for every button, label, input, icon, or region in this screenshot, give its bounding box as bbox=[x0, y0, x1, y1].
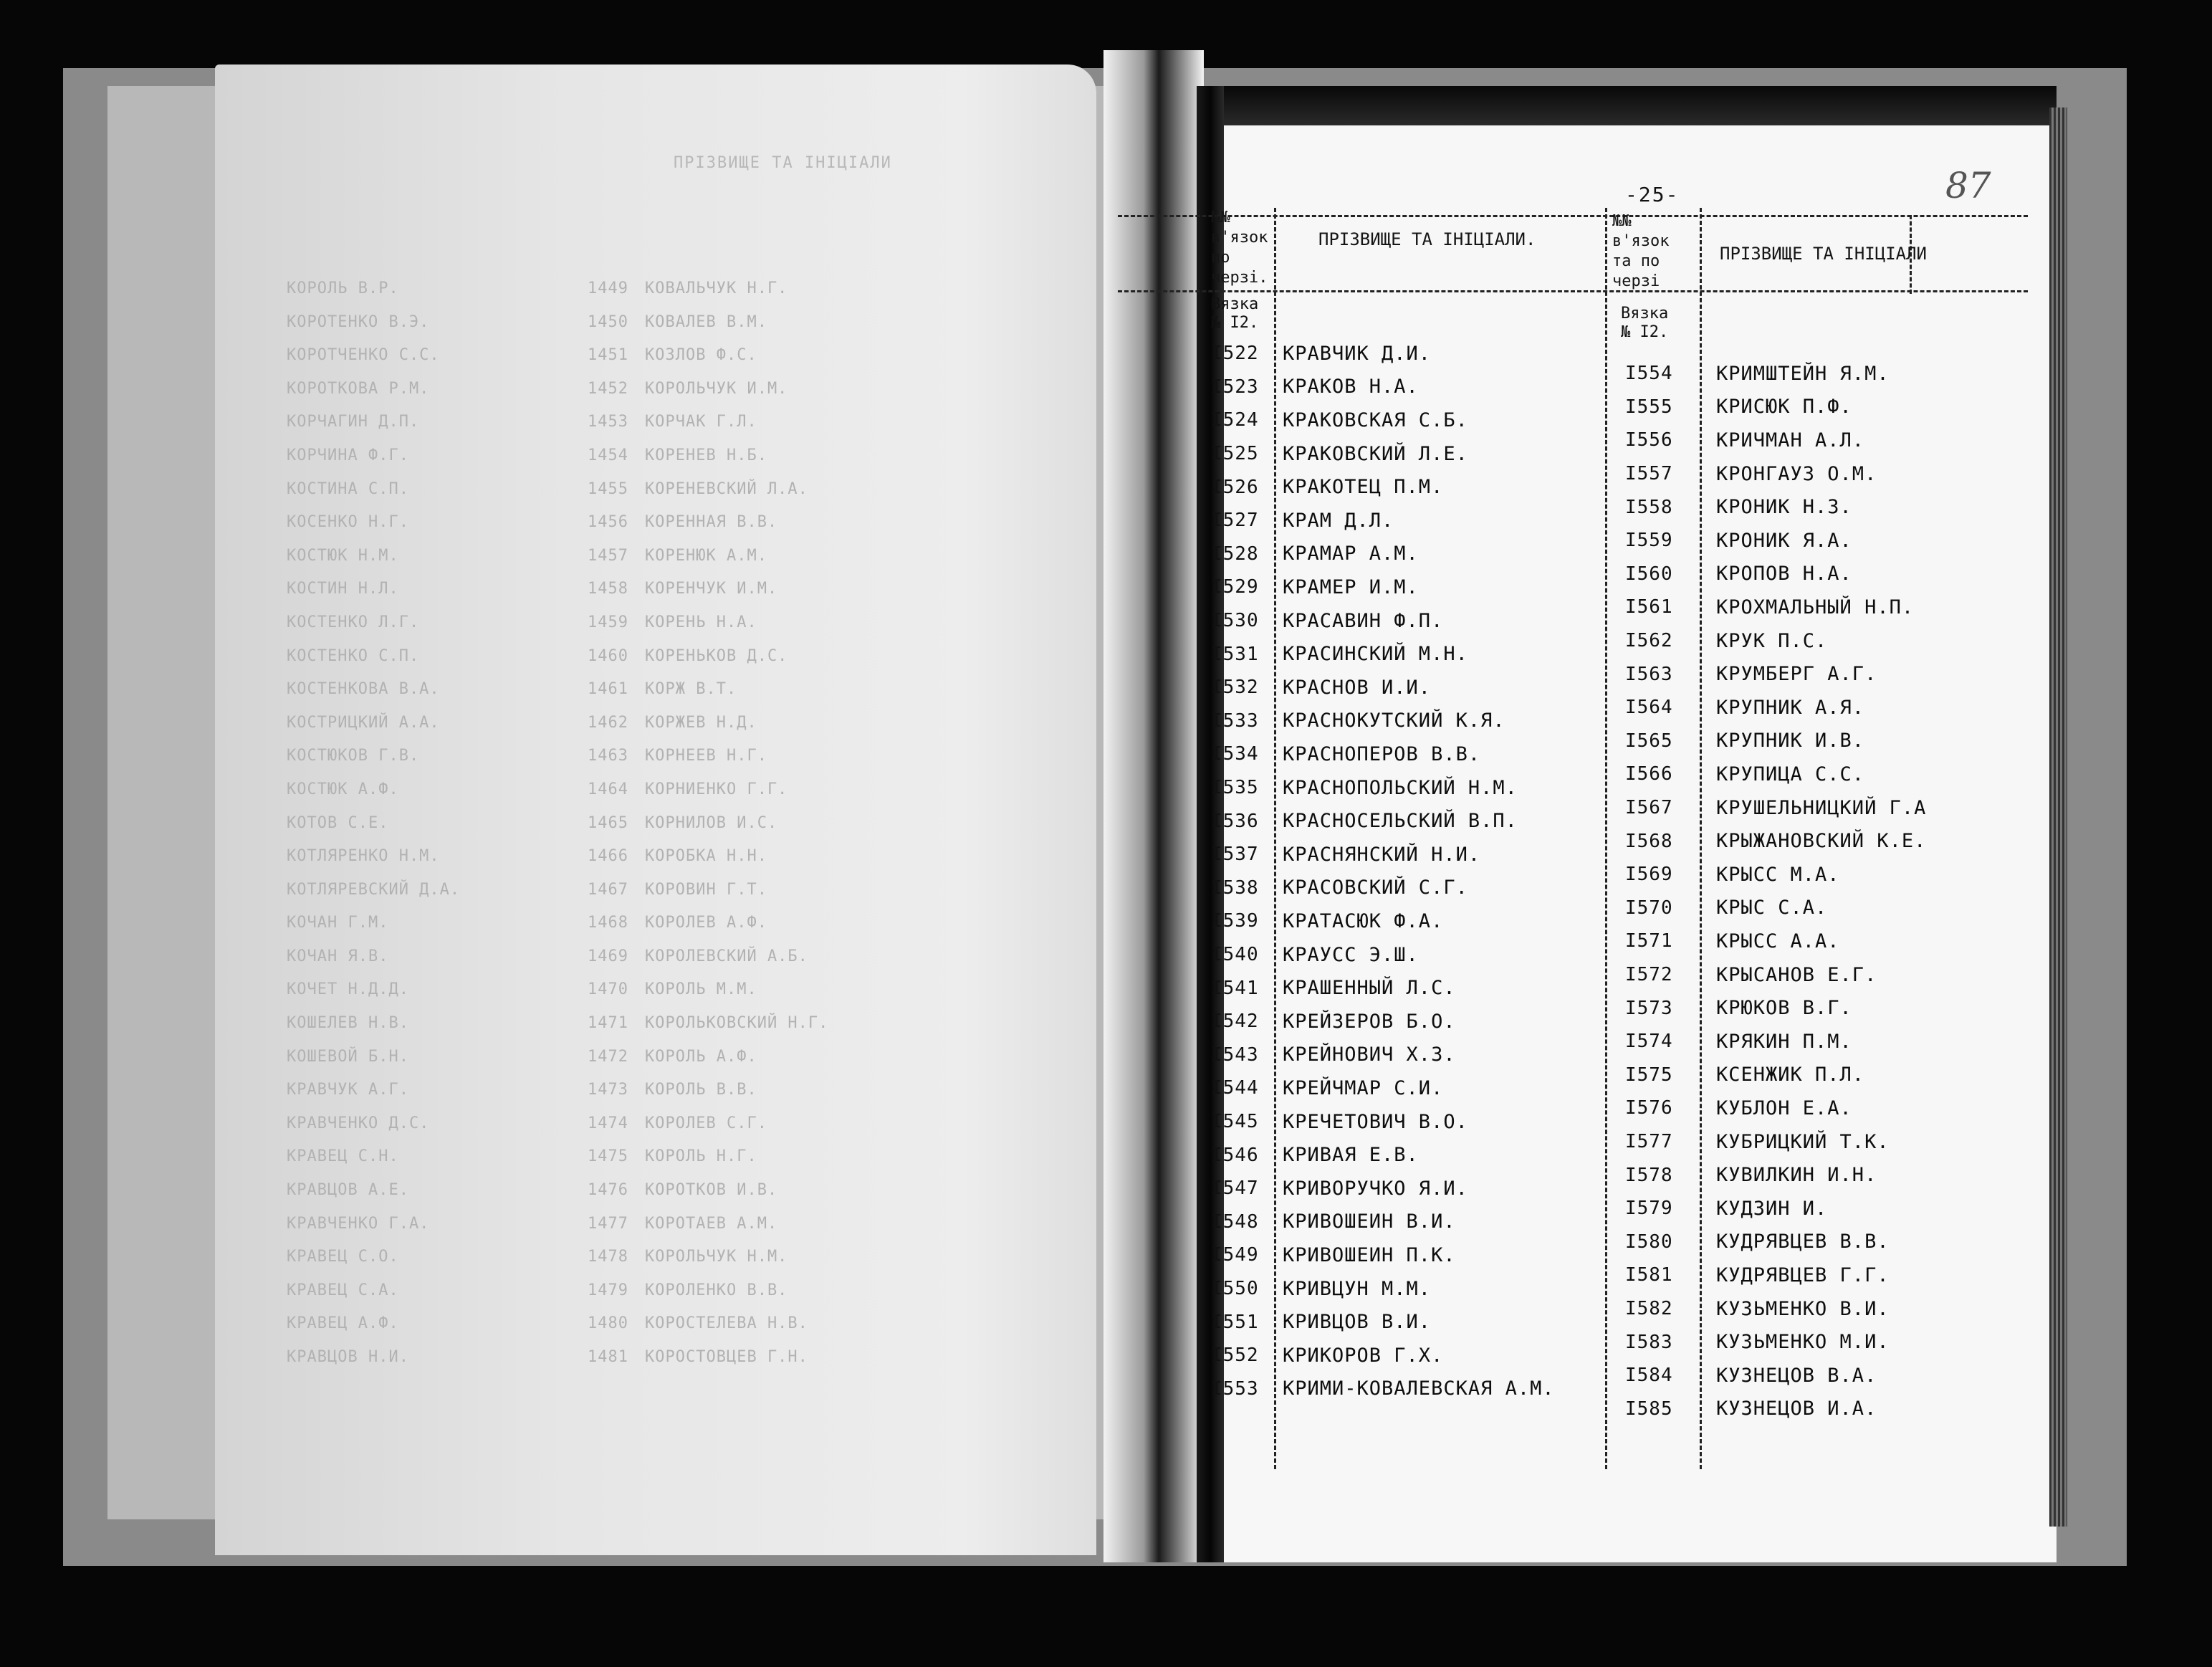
entry-number: I527 bbox=[1211, 510, 1259, 532]
ghost-cell: КОРОТКОВА Р.М. bbox=[287, 379, 430, 398]
ghost-cell: 1470 bbox=[588, 980, 628, 999]
entry-number: I557 bbox=[1625, 463, 1673, 485]
ghost-row bbox=[287, 1041, 1039, 1074]
entry-number: I526 bbox=[1211, 476, 1259, 498]
ghost-cell: КОВАЛЬЧУК Н.Г. bbox=[645, 280, 788, 297]
entry-name: КРАСНОКУТСКИЙ К.Я. bbox=[1283, 710, 1505, 732]
entry-name: КРЫС С.А. bbox=[1716, 897, 1828, 920]
entry-number: I570 bbox=[1625, 897, 1673, 919]
ghost-cell: КОРОЛЬ М.М. bbox=[645, 980, 757, 999]
ghost-cell: КОРЕНЬ Н.А. bbox=[645, 613, 757, 631]
ghost-cell: 1464 bbox=[588, 780, 628, 798]
entry-number: I576 bbox=[1625, 1097, 1673, 1119]
entry-name: КРАКОВ Н.А. bbox=[1283, 376, 1419, 398]
ghost-cell: КОСТИН Н.Л. bbox=[287, 580, 399, 598]
entry-name: КРАСНОПЕРОВ В.В. bbox=[1283, 742, 1481, 765]
entry-number: I564 bbox=[1625, 697, 1673, 719]
ghost-cell: КОСТЮКОВ Г.В. bbox=[287, 747, 420, 765]
ghost-row bbox=[287, 1174, 1039, 1208]
ghost-cell: 1469 bbox=[588, 947, 628, 965]
ghost-cell: КОРОЛЬКОВСКИЙ Н.Г. bbox=[645, 1014, 829, 1033]
ghost-cell: КОРЕНЮК А.М. bbox=[645, 546, 767, 565]
ghost-cell: 1466 bbox=[588, 847, 628, 866]
entry-number: I580 bbox=[1625, 1231, 1673, 1253]
entry-number: I531 bbox=[1211, 643, 1259, 665]
ghost-row bbox=[287, 339, 1039, 373]
entry-name: КУДРЯВЦЕВ В.В. bbox=[1716, 1231, 1890, 1253]
entry-name: КРУПНИК А.Я. bbox=[1716, 696, 1865, 719]
entry-number: I542 bbox=[1211, 1011, 1259, 1033]
ghost-cell: 1455 bbox=[588, 479, 628, 498]
volume-label-right: Вязка № I2. bbox=[1621, 305, 1669, 341]
ghost-cell: КОРНИЕНКО Г.Г. bbox=[645, 780, 788, 798]
entry-name: КРАКОТЕЦ П.М. bbox=[1283, 476, 1444, 499]
entry-name: КРАВЧИК Д.И. bbox=[1283, 342, 1432, 365]
entry-number: I529 bbox=[1211, 576, 1259, 598]
entry-number: I551 bbox=[1211, 1311, 1259, 1333]
left-number-col-header: №№ в'язок по черзі. bbox=[1211, 209, 1268, 287]
entry-name: КРАСИНСКИЙ М.Н. bbox=[1283, 643, 1468, 666]
entry-number: I534 bbox=[1211, 743, 1259, 765]
entry-number: I535 bbox=[1211, 777, 1259, 799]
entry-number: I563 bbox=[1625, 663, 1673, 685]
ghost-row bbox=[287, 1241, 1039, 1274]
ghost-cell: КОРОЛЕВ С.Г. bbox=[645, 1114, 767, 1132]
ghost-cell: КРАВЧЕНКО Д.С. bbox=[287, 1114, 430, 1132]
entry-number: I582 bbox=[1625, 1298, 1673, 1320]
ghost-row bbox=[287, 1107, 1039, 1141]
ghost-row bbox=[287, 1341, 1039, 1375]
entry-name: КРАТАСЮК Ф.А. bbox=[1283, 909, 1444, 932]
ghost-cell: КОРОТАЕВ А.М. bbox=[645, 1214, 778, 1233]
entry-number: I567 bbox=[1625, 797, 1673, 819]
ghost-row bbox=[287, 439, 1039, 473]
entry-number: I572 bbox=[1625, 964, 1673, 986]
entry-number: I562 bbox=[1625, 630, 1673, 652]
entry-number: I547 bbox=[1211, 1178, 1259, 1200]
entry-name: КРАСНЯНСКИЙ Н.И. bbox=[1283, 843, 1481, 866]
ghost-cell: 1472 bbox=[588, 1047, 628, 1066]
ghost-cell: КОВАЛЕВ В.М. bbox=[645, 312, 767, 331]
ghost-cell: КРАВЕЦ А.Ф. bbox=[287, 1314, 399, 1333]
entry-number: I539 bbox=[1211, 910, 1259, 932]
corner-handwritten-mark: 87 bbox=[1945, 165, 1991, 206]
entry-number: I559 bbox=[1625, 530, 1673, 552]
entry-number: I546 bbox=[1211, 1144, 1259, 1166]
ghost-cell: 1454 bbox=[588, 446, 628, 464]
ghost-cell: КОРЕНЕВСКИЙ Л.А. bbox=[645, 479, 808, 498]
ghost-cell: КОСТИНА С.П. bbox=[287, 479, 409, 498]
entry-name: КРОНИК Н.З. bbox=[1716, 496, 1852, 519]
entry-number: I573 bbox=[1625, 997, 1673, 1019]
ghost-row bbox=[287, 1074, 1039, 1107]
ghost-cell: 1467 bbox=[588, 880, 628, 899]
ghost-cell: КОРОЛЕВСКИЙ А.Б. bbox=[645, 947, 808, 965]
entry-number: I528 bbox=[1211, 543, 1259, 565]
ghost-cell: КОРОТЕНКО В.Э. bbox=[287, 312, 430, 331]
entry-number: I536 bbox=[1211, 810, 1259, 832]
entry-name: КРАМАР А.М. bbox=[1283, 543, 1419, 565]
ghost-row bbox=[287, 540, 1039, 573]
ghost-cell: 1462 bbox=[588, 713, 628, 732]
entry-number: I548 bbox=[1211, 1210, 1259, 1233]
entry-name: КУЗНЕЦОВ В.А. bbox=[1716, 1364, 1877, 1387]
entry-name: КУДЗИН И. bbox=[1716, 1197, 1828, 1220]
ghost-cell: 1465 bbox=[588, 813, 628, 832]
entry-name: КРЕЙНОВИЧ Х.З. bbox=[1283, 1043, 1456, 1066]
ghost-cell: 1451 bbox=[588, 346, 628, 365]
ghost-cell: КОРНИЛОВ И.С. bbox=[645, 813, 778, 832]
ghost-row bbox=[287, 473, 1039, 507]
ghost-row bbox=[287, 1007, 1039, 1041]
entry-number: I577 bbox=[1625, 1131, 1673, 1153]
ghost-row bbox=[287, 606, 1039, 640]
entry-number: I568 bbox=[1625, 830, 1673, 852]
entry-number: I561 bbox=[1625, 596, 1673, 618]
ghost-row bbox=[287, 740, 1039, 773]
entry-name: КРОНИК Я.А. bbox=[1716, 529, 1852, 552]
entry-name: КРУПИЦА С.С. bbox=[1716, 763, 1865, 785]
ghost-cell: КРАВЧУК А.Г. bbox=[287, 1081, 409, 1099]
entry-number: I533 bbox=[1211, 710, 1259, 732]
ghost-cell: 1468 bbox=[588, 914, 628, 932]
entry-name: КРОНГАУЗ О.М. bbox=[1716, 462, 1877, 485]
entry-number: I554 bbox=[1625, 363, 1673, 385]
entry-number: I581 bbox=[1625, 1264, 1673, 1286]
left-page-ghost-list bbox=[287, 272, 1039, 1375]
entry-number: I550 bbox=[1211, 1278, 1259, 1300]
entry-name: КРЫСАНОВ Е.Г. bbox=[1716, 963, 1877, 986]
ghost-row bbox=[287, 940, 1039, 974]
entry-name: КРЫСС А.А. bbox=[1716, 930, 1840, 952]
entry-name: КУДРЯВЦЕВ Г.Г. bbox=[1716, 1264, 1890, 1286]
right-num-divider bbox=[1700, 208, 1702, 1469]
entry-number: I553 bbox=[1211, 1377, 1259, 1400]
entry-number: I530 bbox=[1211, 610, 1259, 632]
entry-name: КРАМЕР И.М. bbox=[1283, 575, 1419, 598]
ghost-row bbox=[287, 640, 1039, 674]
entry-name: КРЫСС М.А. bbox=[1716, 863, 1840, 886]
entry-number: I574 bbox=[1625, 1031, 1673, 1053]
entry-name: КСЕНЖИК П.Л. bbox=[1716, 1064, 1865, 1086]
entry-name: КРИМИ-КОВАЛЕВСКАЯ А.М. bbox=[1283, 1377, 1555, 1400]
page-edges bbox=[2049, 108, 2067, 1527]
ghost-cell: КОРОБКА Н.Н. bbox=[645, 847, 767, 866]
entry-name: КУЗНЕЦОВ И.А. bbox=[1716, 1398, 1877, 1420]
entry-name: КРУШЕЛЬНИЦКИЙ Г.А bbox=[1716, 796, 1927, 819]
ghost-cell: КОРЕННАЯ В.В. bbox=[645, 513, 778, 532]
entry-name: КРИВОРУЧКО Я.И. bbox=[1283, 1177, 1468, 1200]
ghost-cell: КОРЕНЧУК И.М. bbox=[645, 580, 778, 598]
entry-name: КРИВЦОВ В.И. bbox=[1283, 1311, 1432, 1334]
ghost-row bbox=[287, 874, 1039, 907]
entry-number: I556 bbox=[1625, 429, 1673, 452]
entry-number: I585 bbox=[1625, 1398, 1673, 1420]
entry-number: I578 bbox=[1625, 1164, 1673, 1186]
ghost-cell: 1475 bbox=[588, 1147, 628, 1166]
ghost-cell: 1477 bbox=[588, 1214, 628, 1233]
ghost-cell: КОРЖЕВ Н.Д. bbox=[645, 713, 757, 732]
ghost-row bbox=[287, 707, 1039, 740]
entry-name: КРЕЧЕТОВИЧ В.О. bbox=[1283, 1110, 1468, 1133]
ghost-cell: 1481 bbox=[588, 1348, 628, 1366]
ghost-cell: КОРОЛЬ Н.Г. bbox=[645, 1147, 757, 1166]
entry-number: I524 bbox=[1211, 409, 1259, 431]
ghost-row bbox=[287, 907, 1039, 940]
ghost-cell: 1473 bbox=[588, 1081, 628, 1099]
ghost-row bbox=[287, 306, 1039, 340]
ghost-row bbox=[287, 1307, 1039, 1341]
entry-number: I555 bbox=[1625, 396, 1673, 418]
entry-number: I566 bbox=[1625, 763, 1673, 785]
entry-name: КУЗЬМЕНКО М.И. bbox=[1716, 1331, 1890, 1354]
entry-number: I565 bbox=[1625, 730, 1673, 752]
entry-name: КУЗЬМЕНКО В.И. bbox=[1716, 1297, 1890, 1320]
volume-label-left: Вязка № I2. bbox=[1211, 295, 1259, 332]
entry-number: I525 bbox=[1211, 443, 1259, 465]
ghost-cell: 1480 bbox=[588, 1314, 628, 1333]
entry-name: КРАМ Д.Л. bbox=[1283, 509, 1394, 532]
entry-name: КРИСЮК П.Ф. bbox=[1716, 396, 1852, 419]
entry-name: КРЕЙЗЕРОВ Б.О. bbox=[1283, 1010, 1456, 1033]
entry-number: I549 bbox=[1211, 1244, 1259, 1266]
ghost-cell: КОСТЕНКОВА В.А. bbox=[287, 680, 440, 699]
entry-number: I545 bbox=[1211, 1111, 1259, 1133]
ghost-cell: КОРЕНЬКОВ Д.С. bbox=[645, 646, 788, 665]
ghost-cell: КОСТРИЦКИЙ А.А. bbox=[287, 713, 440, 732]
left-num-divider bbox=[1274, 208, 1276, 1469]
entry-name: КРАУСС Э.Ш. bbox=[1283, 943, 1419, 966]
ghost-row bbox=[287, 506, 1039, 540]
ghost-cell: 1450 bbox=[588, 312, 628, 331]
entry-name: КРАСНОПОЛЬСКИЙ Н.М. bbox=[1283, 776, 1518, 799]
ghost-cell: КОРОТЧЕНКО С.С. bbox=[287, 346, 440, 365]
entry-number: I544 bbox=[1211, 1077, 1259, 1099]
entry-number: I583 bbox=[1625, 1331, 1673, 1353]
entry-name: КУБРИЦКИЙ Т.К. bbox=[1716, 1130, 1890, 1153]
entry-number: I523 bbox=[1211, 376, 1259, 398]
top-shadow-strip bbox=[1114, 86, 2057, 125]
entry-number: I538 bbox=[1211, 877, 1259, 899]
ghost-cell: КОРОСТОВЦЕВ Г.Н. bbox=[645, 1348, 808, 1366]
ghost-cell: 1452 bbox=[588, 379, 628, 398]
left-page-header-ghost: ПРІЗВИЩЕ ТА ІНІЦІАЛИ bbox=[674, 154, 892, 172]
ghost-row bbox=[287, 373, 1039, 406]
ghost-cell: КОРЧАК Г.Л. bbox=[645, 413, 757, 431]
ghost-cell: КОСТЮК Н.М. bbox=[287, 546, 399, 565]
ghost-row bbox=[287, 673, 1039, 707]
ghost-cell: КОРОТКОВ И.В. bbox=[645, 1181, 778, 1200]
ghost-cell: КРАВЦОВ А.Е. bbox=[287, 1181, 409, 1200]
entry-name: КРАКОВСКИЙ Л.Е. bbox=[1283, 442, 1468, 465]
ghost-row bbox=[287, 272, 1039, 306]
entry-name: КРЕЙЧМАР С.И. bbox=[1283, 1076, 1444, 1099]
right-number-col-header: №№ в'язок та по черзі bbox=[1612, 212, 1670, 290]
entry-name: КРИЧМАН А.Л. bbox=[1716, 429, 1865, 452]
ghost-cell: КОЧАН Г.М. bbox=[287, 914, 389, 932]
ghost-cell: 1478 bbox=[588, 1248, 628, 1266]
entry-name: КРЫЖАНОВСКИЙ К.Е. bbox=[1716, 830, 1927, 853]
entry-name: КРАСАВИН Ф.П. bbox=[1283, 609, 1444, 632]
ghost-cell: КРАВЕЦ С.О. bbox=[287, 1248, 399, 1266]
entry-name: КРАСНОСЕЛЬСКИЙ В.П. bbox=[1283, 810, 1518, 833]
ghost-cell: КОРОВИН Г.Т. bbox=[645, 880, 767, 899]
ghost-row bbox=[287, 406, 1039, 439]
entry-name: КРОПОВ Н.А. bbox=[1716, 563, 1852, 586]
page-number: -25- bbox=[1625, 183, 1680, 206]
ghost-cell: 1474 bbox=[588, 1114, 628, 1132]
ghost-cell: 1453 bbox=[588, 413, 628, 431]
ghost-cell: 1459 bbox=[588, 613, 628, 631]
ghost-row bbox=[287, 1140, 1039, 1174]
ghost-cell: 1456 bbox=[588, 513, 628, 532]
entry-name: КРИВЦУН М.М. bbox=[1283, 1277, 1432, 1300]
entry-number: I558 bbox=[1625, 496, 1673, 518]
entry-number: I541 bbox=[1211, 977, 1259, 999]
ghost-cell: КОРЧАГИН Д.П. bbox=[287, 413, 420, 431]
ghost-row bbox=[287, 573, 1039, 606]
entry-number: I540 bbox=[1211, 944, 1259, 966]
entry-name: КРИКОРОВ Г.Х. bbox=[1283, 1344, 1444, 1367]
entry-name: КУБЛОН Е.А. bbox=[1716, 1097, 1852, 1119]
ghost-cell: КОСТЕНКО С.П. bbox=[287, 646, 420, 665]
ghost-row bbox=[287, 1274, 1039, 1308]
entry-number: I552 bbox=[1211, 1344, 1259, 1367]
ghost-cell: КОРОЛЬ А.Ф. bbox=[645, 1047, 757, 1066]
ghost-row bbox=[287, 807, 1039, 841]
entry-name: КРУМБЕРГ А.Г. bbox=[1716, 663, 1877, 686]
ghost-cell: КРАВЦОВ Н.И. bbox=[287, 1348, 409, 1366]
ghost-cell: КОЧАН Я.В. bbox=[287, 947, 389, 965]
ghost-cell: КРАВЕЦ С.А. bbox=[287, 1281, 399, 1299]
entry-number: I522 bbox=[1211, 343, 1259, 365]
ghost-cell: 1461 bbox=[588, 680, 628, 699]
ghost-cell: КОТОВ С.Е. bbox=[287, 813, 389, 832]
ghost-cell: 1449 bbox=[588, 280, 628, 297]
ghost-row bbox=[287, 840, 1039, 874]
ghost-cell: КОТЛЯРЕВСКИЙ Д.А. bbox=[287, 880, 461, 899]
ghost-cell: КРАВЧЕНКО Г.А. bbox=[287, 1214, 430, 1233]
ghost-cell: КОРОЛЬЧУК И.М. bbox=[645, 379, 788, 398]
ghost-row bbox=[287, 773, 1039, 807]
header-bottom-line bbox=[1118, 290, 2028, 292]
entry-name: КРОХМАЛЬНЫЙ Н.П. bbox=[1716, 596, 1915, 618]
ghost-cell: 1457 bbox=[588, 546, 628, 565]
entry-name: КРАШЕННЫЙ Л.С. bbox=[1283, 977, 1456, 1000]
entry-name: КРАКОВСКАЯ С.Б. bbox=[1283, 409, 1468, 431]
ghost-cell: КОСТЕНКО Л.Г. bbox=[287, 613, 420, 631]
entry-number: I532 bbox=[1211, 677, 1259, 699]
entry-number: I579 bbox=[1625, 1198, 1673, 1220]
entry-number: I569 bbox=[1625, 864, 1673, 886]
ghost-cell: КОРНЕЕВ Н.Г. bbox=[645, 747, 767, 765]
ghost-cell: КОЧЕТ Н.Д.Д. bbox=[287, 980, 409, 999]
entry-number: I543 bbox=[1211, 1043, 1259, 1066]
name-col-header-right: ПРІЗВИЩЕ ТА ІНІЦІАЛИ bbox=[1720, 244, 1927, 264]
ghost-cell: КОРЧИНА Ф.Г. bbox=[287, 446, 409, 464]
ghost-cell: 1476 bbox=[588, 1181, 628, 1200]
ghost-cell: 1460 bbox=[588, 646, 628, 665]
ghost-cell: 1479 bbox=[588, 1281, 628, 1299]
entry-name: КРИМШТЕЙН Я.М. bbox=[1716, 362, 1890, 385]
entry-name: КРИВОШЕИН В.И. bbox=[1283, 1210, 1456, 1233]
ghost-cell: КОРОЛЕНКО В.В. bbox=[645, 1281, 788, 1299]
ghost-cell: КОЗЛОВ Ф.С. bbox=[645, 346, 757, 365]
ghost-cell: КОШЕВОЙ Б.Н. bbox=[287, 1047, 409, 1066]
ghost-cell: КОТЛЯРЕНКО Н.М. bbox=[287, 847, 440, 866]
ghost-cell: КОРОЛЬ В.Р. bbox=[287, 280, 399, 297]
entry-name: КРУК П.С. bbox=[1716, 629, 1828, 652]
ghost-row bbox=[287, 973, 1039, 1007]
entry-number: I571 bbox=[1625, 930, 1673, 952]
entry-number: I584 bbox=[1625, 1365, 1673, 1387]
entry-number: I537 bbox=[1211, 844, 1259, 866]
entry-name: КРИВОШЕИН П.К. bbox=[1283, 1243, 1456, 1266]
entry-name: КУВИЛКИН И.Н. bbox=[1716, 1164, 1877, 1187]
middle-divider bbox=[1605, 208, 1607, 1469]
ghost-row bbox=[287, 1208, 1039, 1241]
ghost-cell: КРАВЕЦ С.Н. bbox=[287, 1147, 399, 1166]
entry-name: КРЯКИН П.М. bbox=[1716, 1030, 1852, 1053]
entry-name: КРЮКОВ В.Г. bbox=[1716, 997, 1852, 1020]
entry-name: КРАСОВСКИЙ С.Г. bbox=[1283, 877, 1468, 899]
entry-number: I575 bbox=[1625, 1064, 1673, 1086]
book-gutter bbox=[1103, 50, 1204, 1562]
ghost-cell: КОРЕНЕВ Н.Б. bbox=[645, 446, 767, 464]
name-col-header-left: ПРІЗВИЩЕ ТА ІНІЦІАЛИ. bbox=[1318, 229, 1536, 249]
ghost-cell: КОСЕНКО Н.Г. bbox=[287, 513, 409, 532]
entry-number: I560 bbox=[1625, 563, 1673, 585]
ghost-cell: КОШЕЛЕВ Н.В. bbox=[287, 1014, 409, 1033]
ghost-cell: 1458 bbox=[588, 580, 628, 598]
ghost-cell: КОРОЛЬЧУК Н.М. bbox=[645, 1248, 788, 1266]
entry-name: КРАСНОВ И.И. bbox=[1283, 676, 1432, 699]
ghost-cell: КОСТЮК А.Ф. bbox=[287, 780, 399, 798]
entry-name: КРУПНИК И.В. bbox=[1716, 730, 1865, 753]
entry-name: КРИВАЯ Е.В. bbox=[1283, 1144, 1419, 1167]
ghost-cell: КОРЖ В.Т. bbox=[645, 680, 737, 699]
ghost-cell: КОРОЛЕВ А.Ф. bbox=[645, 914, 767, 932]
ghost-cell: 1471 bbox=[588, 1014, 628, 1033]
ghost-cell: КОРОСТЕЛЕВА Н.В. bbox=[645, 1314, 808, 1333]
ghost-cell: 1463 bbox=[588, 747, 628, 765]
ghost-cell: КОРОЛЬ В.В. bbox=[645, 1081, 757, 1099]
